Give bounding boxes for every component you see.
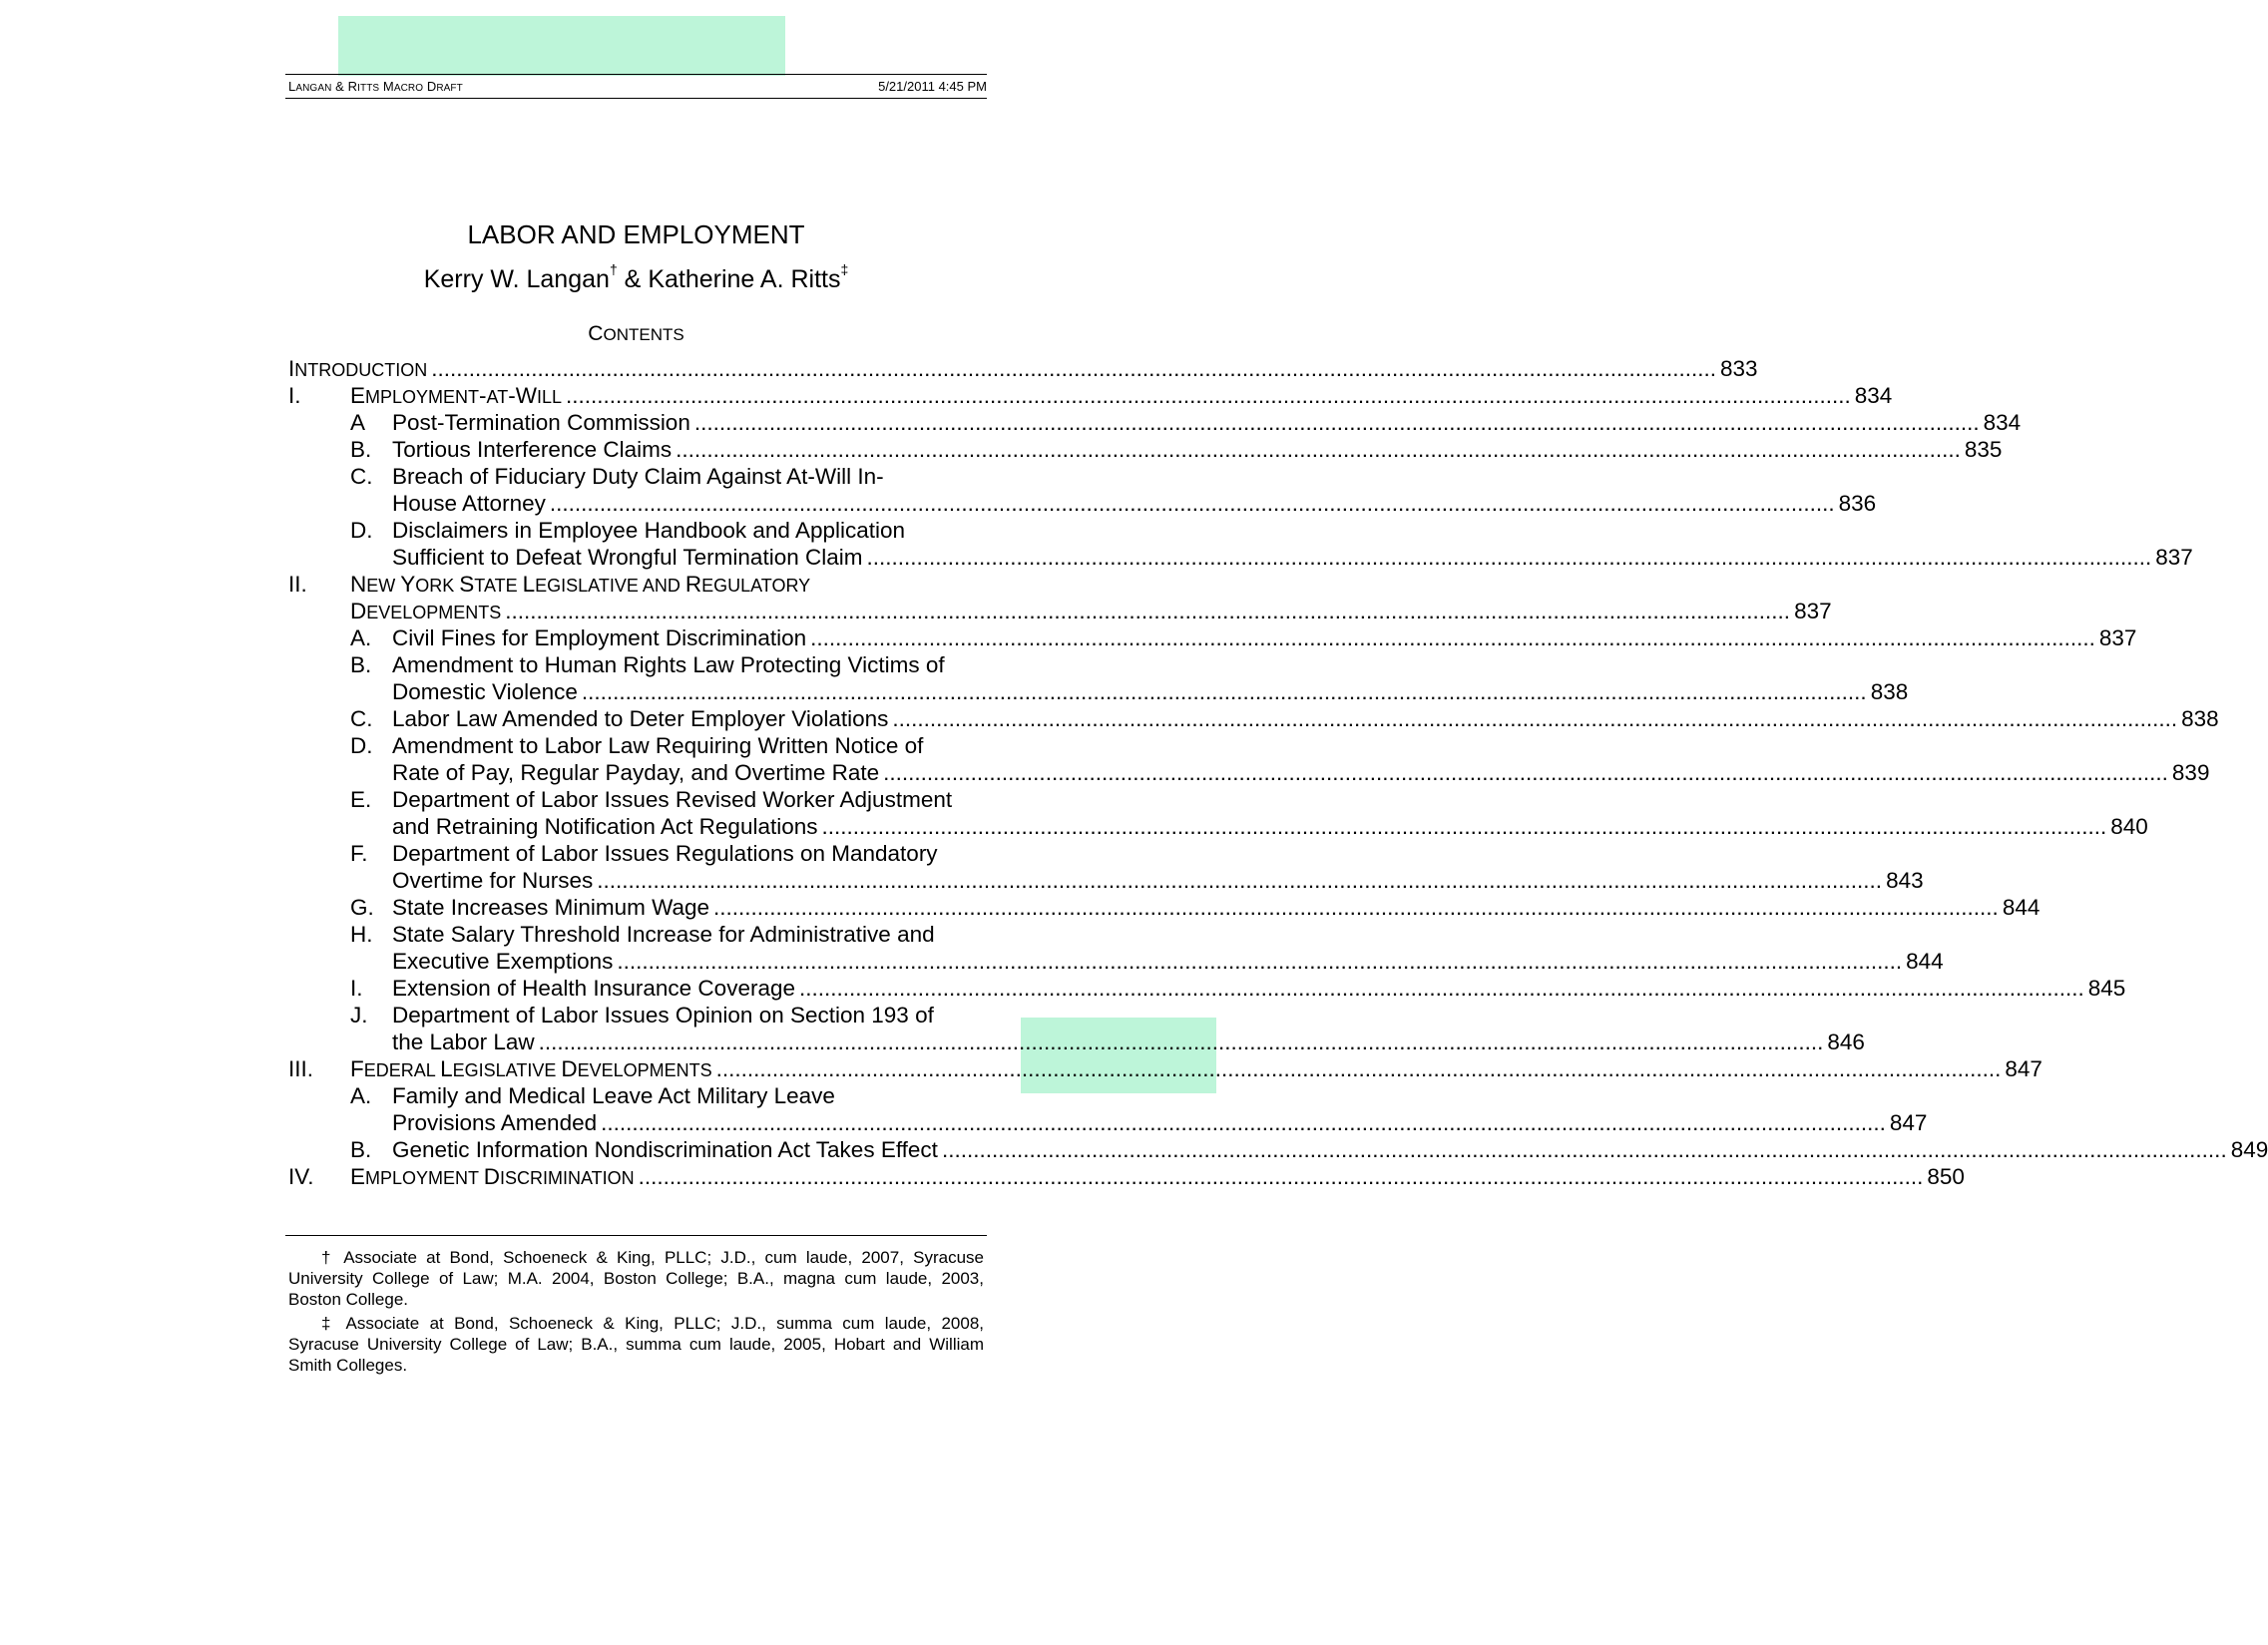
toc-entry-3a[interactable]: A. Family and Medical Leave Act Military Leave — [350, 1083, 835, 1108]
toc-entry-2i[interactable]: I. Extension of Health Insurance Coverage .............................................................................................................................................................................................................. 845 — [350, 976, 2126, 1001]
toc-entry-section-3[interactable]: III. FEDERAL LEGISLATIVE DEVELOPMENTS .............................................................................................................................................................................................................. 847 — [288, 1056, 2042, 1081]
toc-entry-2e-cont[interactable]: and Retraining Notification Act Regulations .............................................................................................................................................................................................................. 840 — [392, 814, 2148, 839]
toc-entry-2d-cont[interactable]: Rate of Pay, Regular Payday, and Overtime Rate .............................................................................................................................................................................................................. 839 — [392, 760, 2210, 785]
toc-entry-2h-cont[interactable]: Executive Exemptions .............................................................................................................................................................................................................. 844 — [392, 949, 1944, 974]
toc-entry-2b[interactable]: B. Amendment to Human Rights Law Protecting Victims of — [350, 652, 945, 677]
toc-entry-3b[interactable]: B. Genetic Information Nondiscrimination Act Takes Effect .............................................................................................................................................................................................................. 849 — [350, 1137, 2268, 1162]
toc-entry-1b[interactable]: B. Tortious Interference Claims .............................................................................................................................................................................................................. 835 — [350, 437, 2003, 462]
toc-entry-2c[interactable]: C. Labor Law Amended to Deter Employer Violations .............................................................................................................................................................................................................. 838 — [350, 706, 2219, 731]
toc-entry-2f[interactable]: F. Department of Labor Issues Regulations on Mandatory — [350, 841, 938, 866]
footnote-double-dagger: ‡ Associate at Bond, Schoeneck & King, PLLC; J.D., summa cum laude, 2008, Syracuse University College of Law; B.A., summa cum laude, 2005, Hobart and William Smith Colleges. — [288, 1314, 984, 1375]
footnotes — [288, 1247, 984, 1379]
toc-entry-2b-cont[interactable]: Domestic Violence .............................................................................................................................................................................................................. 838 — [392, 679, 1909, 704]
toc-entry-2g[interactable]: G. State Increases Minimum Wage .............................................................................................................................................................................................................. 844 — [350, 895, 2041, 920]
toc-entry-section-4[interactable]: IV. EMPLOYMENT DISCRIMINATION .............................................................................................................................................................................................................. 850 — [288, 1164, 1965, 1189]
toc-entry-2h[interactable]: H. State Salary Threshold Increase for Administrative and — [350, 922, 935, 947]
toc-entry-1c[interactable]: C. Breach of Fiduciary Duty Claim Against At-Will In- — [350, 464, 884, 489]
toc-entry-2e[interactable]: E. Department of Labor Issues Revised Worker Adjustment — [350, 787, 953, 812]
author-line: Kerry W. Langan† & Katherine A. Ritts‡ — [423, 261, 849, 293]
author-1: Kerry W. Langan — [423, 265, 610, 293]
toc-entry-section-2[interactable]: II. NEW YORK STATE LEGISLATIVE AND REGULATORY — [288, 572, 811, 597]
toc-entry-1a[interactable]: A Post-Termination Commission .............................................................................................................................................................................................................. 834 — [350, 410, 2022, 435]
footnote-divider — [285, 1235, 987, 1236]
toc-entry-2f-cont[interactable]: Overtime for Nurses .............................................................................................................................................................................................................. 843 — [392, 868, 1924, 893]
toc-entry-2a[interactable]: A. Civil Fines for Employment Discrimination .............................................................................................................................................................................................................. 837 — [350, 625, 2137, 650]
running-head-date: 5/21/2011 4:45 PM — [878, 79, 987, 94]
toc-entry-1c-cont[interactable]: House Attorney .............................................................................................................................................................................................................. 836 — [392, 491, 1877, 516]
table-of-contents — [288, 355, 2268, 1190]
toc-entry-2j-cont[interactable]: the Labor Law .............................................................................................................................................................................................................. 846 — [392, 1029, 1865, 1054]
toc-entry-3a-cont[interactable]: Provisions Amended .............................................................................................................................................................................................................. 847 — [392, 1110, 1928, 1135]
running-head-left: LANGAN & RITTS MACRO DRAFT — [288, 79, 463, 94]
toc-entry-section-2-cont[interactable]: DEVELOPMENTS .............................................................................................................................................................................................................. 837 — [350, 599, 1832, 623]
toc-entry-section-1[interactable]: I. EMPLOYMENT-AT-WILL .............................................................................................................................................................................................................. 834 — [288, 382, 987, 409]
highlight-block-top — [338, 16, 785, 76]
footnote-mark-dagger[interactable]: † — [609, 261, 618, 277]
running-head — [285, 74, 987, 99]
article-title: LABOR AND EMPLOYMENT — [467, 219, 805, 249]
contents-heading: CONTENTS — [588, 322, 684, 345]
toc-entry-2j[interactable]: J. Department of Labor Issues Opinion on Section 193 of — [350, 1003, 934, 1028]
toc-page-number: 834 — [1854, 383, 1893, 408]
toc-entry-1d-cont[interactable]: Sufficient to Defeat Wrongful Termination Claim .............................................................................................................................................................................................................. 837 — [392, 545, 2193, 570]
toc-page-number: 833 — [1720, 356, 1758, 381]
toc-entry-2d[interactable]: D. Amendment to Labor Law Requiring Written Notice of — [350, 733, 924, 758]
toc-entry-introduction[interactable]: INTRODUCTION .............................................................................................................................................................................................................. 833 — [288, 355, 987, 382]
toc-entry-1d[interactable]: D. Disclaimers in Employee Handbook and Application — [350, 518, 906, 543]
footnote-dagger: † Associate at Bond, Schoeneck & King, PLLC; J.D., cum laude, 2007, Syracuse University College of Law; M.A. 2004, Boston College; B.A., magna cum laude, 2003, Boston College. — [288, 1248, 984, 1309]
footnote-mark-double-dagger[interactable]: ‡ — [840, 261, 849, 277]
author-2: Katherine A. Ritts — [648, 265, 841, 293]
